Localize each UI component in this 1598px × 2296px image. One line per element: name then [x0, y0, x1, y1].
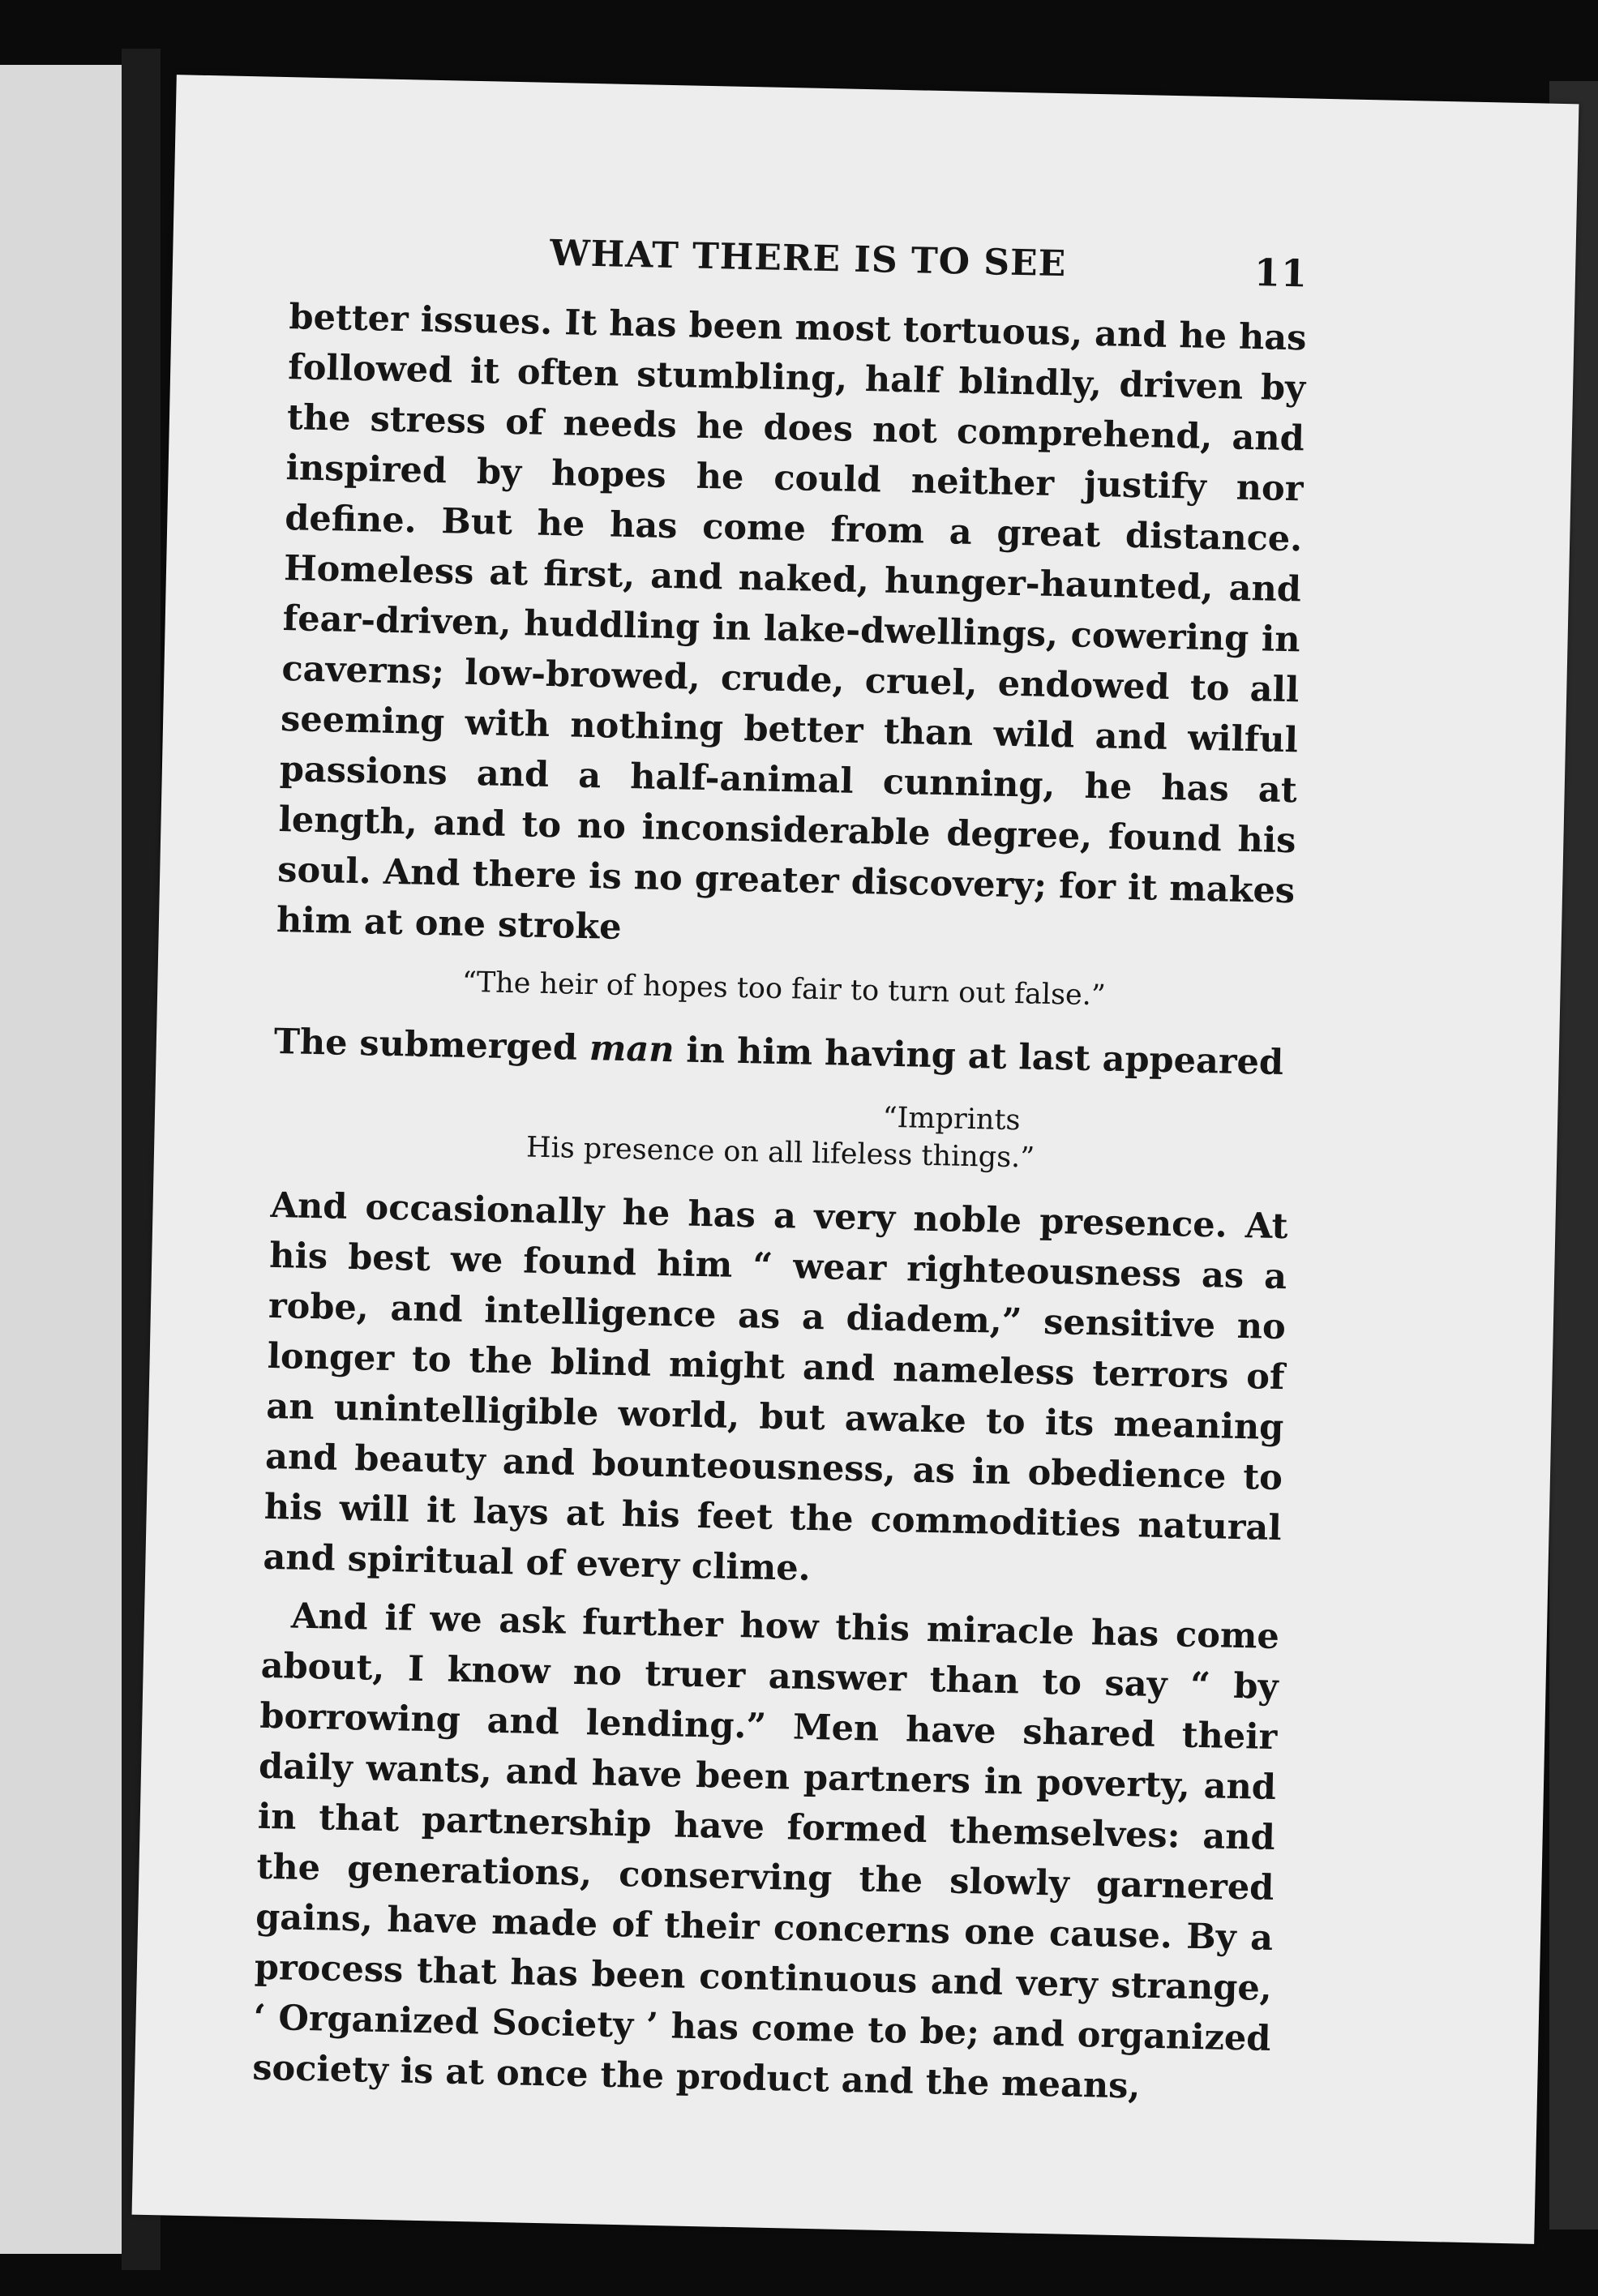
paragraph-3: And if we ask further how this miracle has come about, I know no truer answer than to say “ by borrowing and lending.” Men have shared their daily wants, and have been partners in poverty, and in that partnership have formed themselves: and the generations, conserving the slowly garnered gains, have made of their concerns one cause. By a process that has been continuous and very strange, ‘ Organized Society ’ has come to be; and organized society is at once the product and the means,	[251, 1596, 1280, 2107]
sentence-start: The submerged	[273, 1021, 590, 1069]
paragraph-2: And occasionally he has a very noble presence. At his best we found him “ wear righteousness as a robe, and intelligence as a diadem,” sensitive no longer to the blind might and nameless terrors of an unintelligible world, but awake to its meaning and beauty and bounteousness, as in obedience to his will it lays at his feet the commodities natural and spiritual of every clime.	[263, 1184, 1288, 1589]
paragraph-1: better issues. It has been most tortuous, and he has followed it often stumbling, half blindly, driven by the stress of needs he does not comprehend, and inspired by hopes he could neither justify nor define. But he has come from a great distance. Homeless at first, and naked, hunger-haunted, and fear-driven, huddling in lake-dwellings, cowering in caverns; low-browed, crude, cruel, endowed to all seeming with nothing better than wild and wilful passions and a half-animal cunning, he has at length, and to no inconsiderable degree, found his soul. And there is no greater discovery; for it makes him at one stroke	[276, 297, 1307, 948]
page-sheet	[132, 75, 1579, 2244]
page-number: 11	[1253, 251, 1309, 296]
running-title: WHAT THERE IS TO SEE	[549, 232, 1067, 285]
sentence-end: in him having at last appeared	[673, 1030, 1284, 1084]
quotation-2-line-2: His presence on all lifeless things.”	[525, 1131, 1035, 1175]
quotation-2-line-1-text: “Imprints	[882, 1101, 1021, 1137]
italic-word: man	[589, 1028, 675, 1071]
text-block	[252, 227, 1309, 2114]
quotation-1: “The heir of hopes too fair to turn out false.”	[461, 966, 1107, 1013]
adjacent-page-edge	[0, 65, 122, 2254]
transition-sentence	[273, 1017, 1292, 1088]
